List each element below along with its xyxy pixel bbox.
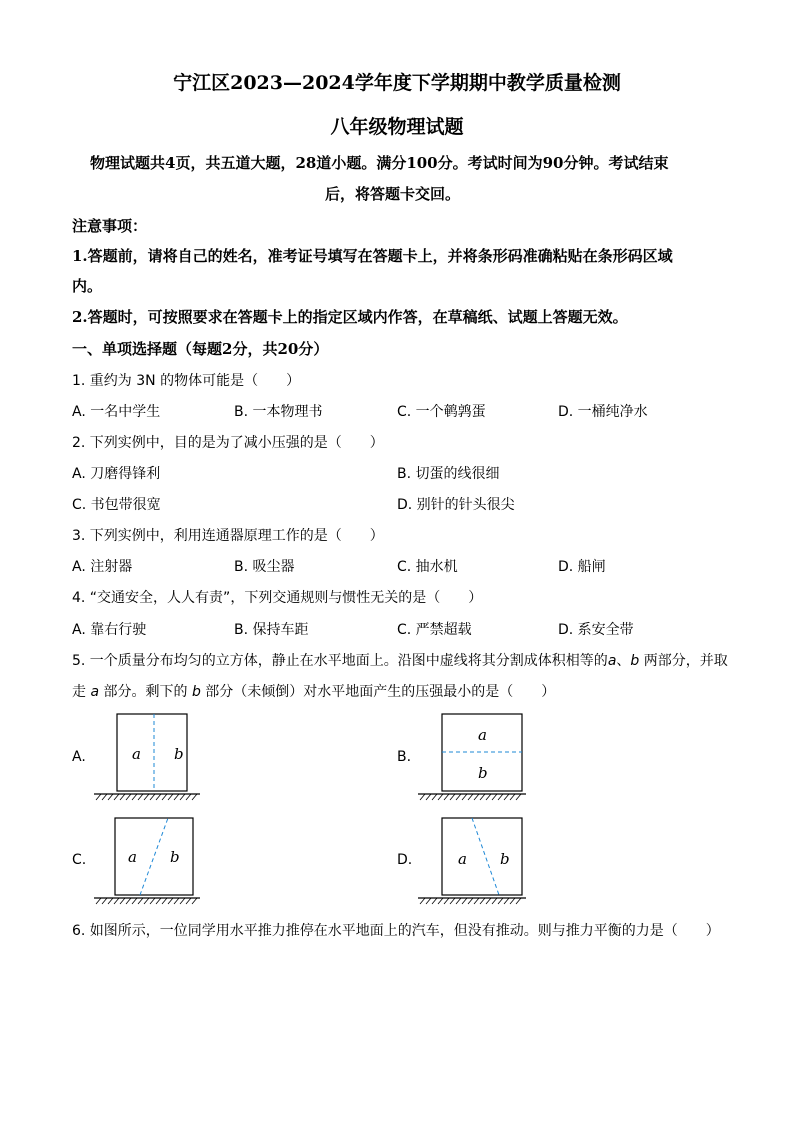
ground-hatching	[420, 898, 521, 904]
question-4-option-a[interactable]: A. 靠右行驶	[72, 622, 147, 638]
question-1-stem: 1. 重约为 3N 的物体可能是（ ）	[72, 373, 301, 389]
question-3-stem: 3. 下列实例中，利用连通器原理工作的是（ ）	[72, 528, 384, 544]
label-a: a	[128, 848, 137, 866]
label-a: a	[478, 726, 487, 744]
question-2-option-d[interactable]: D. 别针的针头很尖	[397, 497, 515, 513]
question-5-option-a[interactable]: A.	[72, 749, 86, 765]
question-1-option-d[interactable]: D. 一桶纯净水	[558, 404, 648, 420]
question-5-stem-line-1: 5. 一个质量分布均匀的立方体，静止在水平地面上。沿图中虚线将其分割成体积相等的a、b 两部分，并取	[72, 653, 728, 669]
note-2: 2.答题时，可按照要求在答题卡上的指定区域内作答，在草稿纸、试题上答题无效。	[72, 308, 628, 326]
notes-heading: 注意事项：	[72, 217, 148, 235]
question-2-stem: 2. 下列实例中，目的是为了减小压强的是（ ）	[72, 435, 384, 451]
split-dashed-line	[472, 818, 499, 895]
question-3-option-a[interactable]: A. 注射器	[72, 559, 133, 575]
question-4-option-b[interactable]: B. 保持车距	[234, 622, 309, 638]
note-1-line-2: 内。	[72, 277, 103, 295]
question-2-option-b[interactable]: B. 切蛋的线很细	[397, 466, 500, 482]
figure-a-vertical-split	[92, 712, 202, 802]
cube-outline	[442, 818, 522, 895]
section-1-heading: 一、单项选择题（每题2分，共20分）	[72, 340, 329, 358]
intro-line-1: 物理试题共4页，共五道大题，28道小题。满分100分。考试时间为90分钟。考试结束	[90, 154, 669, 172]
question-5-option-d[interactable]: D.	[397, 852, 413, 868]
question-5-stem-line-2: 走 a 部分。剩下的 b 部分（未倾倒）对水平地面产生的压强最小的是（ ）	[72, 684, 556, 700]
exam-subtitle: 八年级物理试题	[330, 116, 464, 138]
figure-b-horizontal-split	[416, 712, 528, 802]
label-a: a	[458, 850, 467, 868]
label-a: a	[132, 745, 141, 763]
ground-hatching	[96, 794, 197, 800]
question-4-option-c[interactable]: C. 严禁超载	[397, 622, 472, 638]
label-b: b	[500, 850, 510, 868]
cube-outline	[115, 818, 193, 895]
question-2-option-a[interactable]: A. 刀磨得锋利	[72, 466, 161, 482]
ground-hatching	[420, 794, 521, 800]
question-5-option-c[interactable]: C.	[72, 852, 87, 868]
intro-line-2: 后，将答题卡交回。	[325, 185, 461, 203]
label-b: b	[170, 848, 180, 866]
question-5-option-b[interactable]: B.	[397, 749, 412, 765]
ground-hatching	[96, 898, 197, 904]
question-3-option-d[interactable]: D. 船闸	[558, 559, 606, 575]
figure-d-diagonal-split	[416, 816, 528, 906]
question-3-option-b[interactable]: B. 吸尘器	[234, 559, 295, 575]
question-4-stem: 4. “交通安全，人人有责”，下列交通规则与惯性无关的是（ ）	[72, 590, 483, 606]
question-1-option-b[interactable]: B. 一本物理书	[234, 404, 323, 420]
question-2-option-c[interactable]: C. 书包带很宽	[72, 497, 161, 513]
question-3-option-c[interactable]: C. 抽水机	[397, 559, 458, 575]
label-b: b	[478, 764, 488, 782]
note-1-line-1: 1.答题前，请将自己的姓名，准考证号填写在答题卡上，并将条形码准确粘贴在条形码区域	[72, 247, 673, 265]
exam-title: 宁江区2023—2024学年度下学期期中教学质量检测	[173, 72, 621, 94]
label-b: b	[174, 745, 184, 763]
question-1-option-a[interactable]: A. 一名中学生	[72, 404, 161, 420]
figure-c-diagonal-split	[92, 816, 202, 906]
question-4-option-d[interactable]: D. 系安全带	[558, 622, 634, 638]
question-1-option-c[interactable]: C. 一个鹌鹑蛋	[397, 404, 486, 420]
question-6-stem: 6. 如图所示，一位同学用水平推力推停在水平地面上的汽车，但没有推动。则与推力平衡的力是（ ）	[72, 923, 720, 939]
split-dashed-line	[140, 818, 168, 895]
